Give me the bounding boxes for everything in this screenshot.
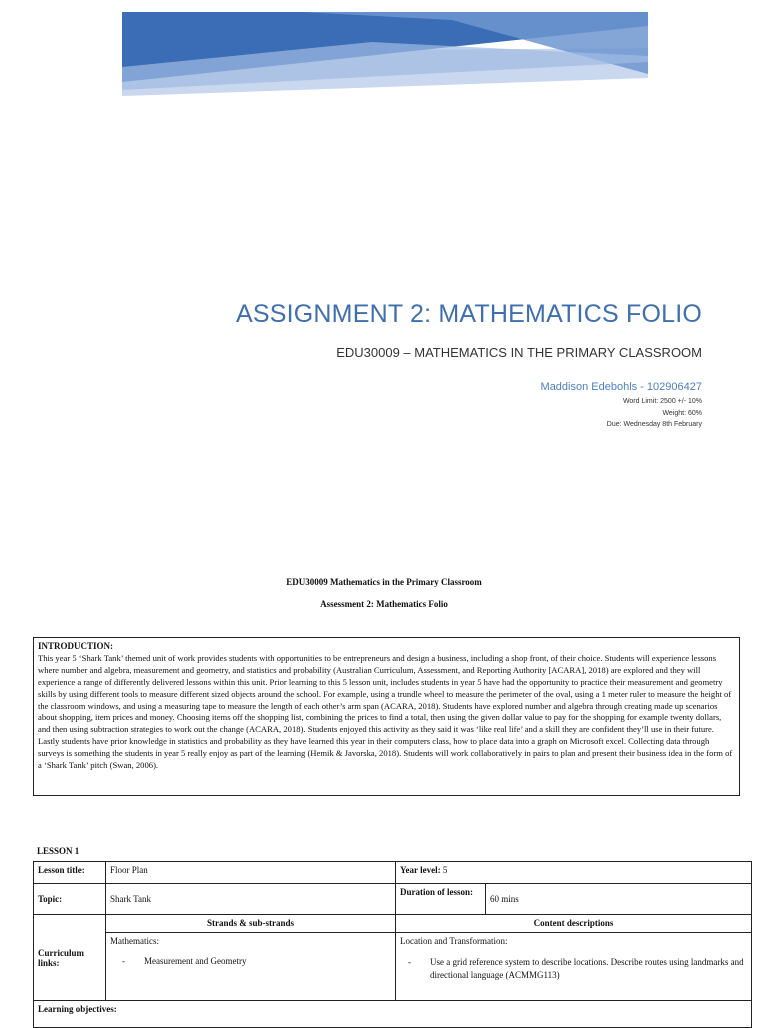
list-item (400, 956, 747, 982)
lesson-title-value: Floor Plan (106, 862, 396, 884)
lesson-heading: LESSON 1 (37, 846, 80, 856)
introduction-box (33, 637, 740, 796)
year-level-label: Year level: (400, 865, 441, 875)
introduction-heading: INTRODUCTION: (38, 641, 114, 651)
table-row (34, 884, 752, 915)
due-date: Due: Wednesday 8th February (606, 421, 702, 428)
weight: Weight: 60% (662, 409, 702, 417)
strands-header: Strands & sub-strands (106, 915, 396, 933)
learning-objectives-label: Learning objectives: (34, 1001, 752, 1028)
dash-bullet: - (408, 957, 411, 967)
year-level-cell (396, 862, 752, 884)
lesson-plan-table (33, 861, 752, 1028)
table-row (34, 933, 752, 1001)
cover-banner-graphic (122, 12, 648, 96)
content-descriptions-cell (396, 933, 752, 1001)
word-limit: Word Limit: 2500 +/- 10% (622, 398, 702, 405)
table-row (34, 862, 752, 884)
topic-value: Shark Tank (106, 884, 396, 915)
list-item (110, 956, 391, 966)
cover-subtitle: EDU30009 – MATHEMATICS IN THE PRIMARY CLASSROOM (336, 345, 702, 360)
cover-author: Maddison Edebohls - 102906427 (540, 381, 702, 393)
table-row (34, 1001, 752, 1028)
year-level-value: 5 (442, 865, 448, 875)
duration-label: Duration of lesson: (396, 884, 486, 915)
topic-label: Topic: (34, 884, 106, 915)
content-descriptions-header: Content descriptions (396, 915, 752, 933)
duration-value: 60 mins (486, 884, 752, 915)
introduction-body: This year 5 ‘Shark Tank’ themed unit of work provides students with opportunities to be entrepreneurs and design a business, including a shop front, of their choice. Students will experience lessons where number and algebra, measurement and geometry, and statistics and probability (Australian Curriculum, Assessment, and Reporting Authority [ACARA], 2018) are explored and they will experience a range of differently delivered lessons within this unit. Prior learning to this 5 lesson unit, includes students in year 5 have had the opportunity to practice their measurement and geometry skills by using different tools to measure different sized objects around the school. For example, using a trundle wheel to measure the perimeter of the oval, using a 1 meter ruler to measure the height of the classroom windows, and using a measuring tape to measure the length of each other’s arm span (ACARA, 2018). Students have explored number and algebra through creating made up scenarios about shopping, item prices and money. Choosing items off the shopping list, combining the prices to find a total, then using the given dollar value to pay for the shopping for example twenty dollars, and then using subtraction strategies to work out the change (ACARA, 2018). Students enjoyed this activity as they said it was ‘like real life’ and a skill they are confident they’ll use in their future. Lastly students have prior knowledge in statistics and probability as they have learned this year in their computers class, how to place data into a graph on Microsoft excel. Collecting data through surveys is something the students in year 5 really enjoy as part of the learning (Hemik & Javorska, 2018). Students will work collaboratively in pairs to plan and present their business idea in the form of a ‘Shark Tank’ pitch (Swan, 2006). (38, 652, 733, 771)
table-row (34, 915, 752, 933)
content-item: Use a grid reference system to describe locations. Describe routes using landmarks and directional language (ACMMG113) (430, 957, 744, 980)
curriculum-links-label: Curriculum links: (34, 915, 106, 1001)
strand-main: Mathematics: (110, 936, 159, 946)
lesson-title-label: Lesson title: (34, 862, 106, 884)
strand-sub: Measurement and Geometry (144, 956, 247, 966)
dash-bullet: - (122, 956, 125, 966)
cover-meta (607, 396, 702, 431)
cover-title: ASSIGNMENT 2: MATHEMATICS FOLIO (236, 300, 702, 328)
strands-cell (106, 933, 396, 1001)
document-subheading: Assessment 2: Mathematics Folio (320, 599, 448, 609)
document-heading: EDU30009 Mathematics in the Primary Classroom (286, 577, 482, 587)
content-main: Location and Transformation: (400, 936, 508, 946)
